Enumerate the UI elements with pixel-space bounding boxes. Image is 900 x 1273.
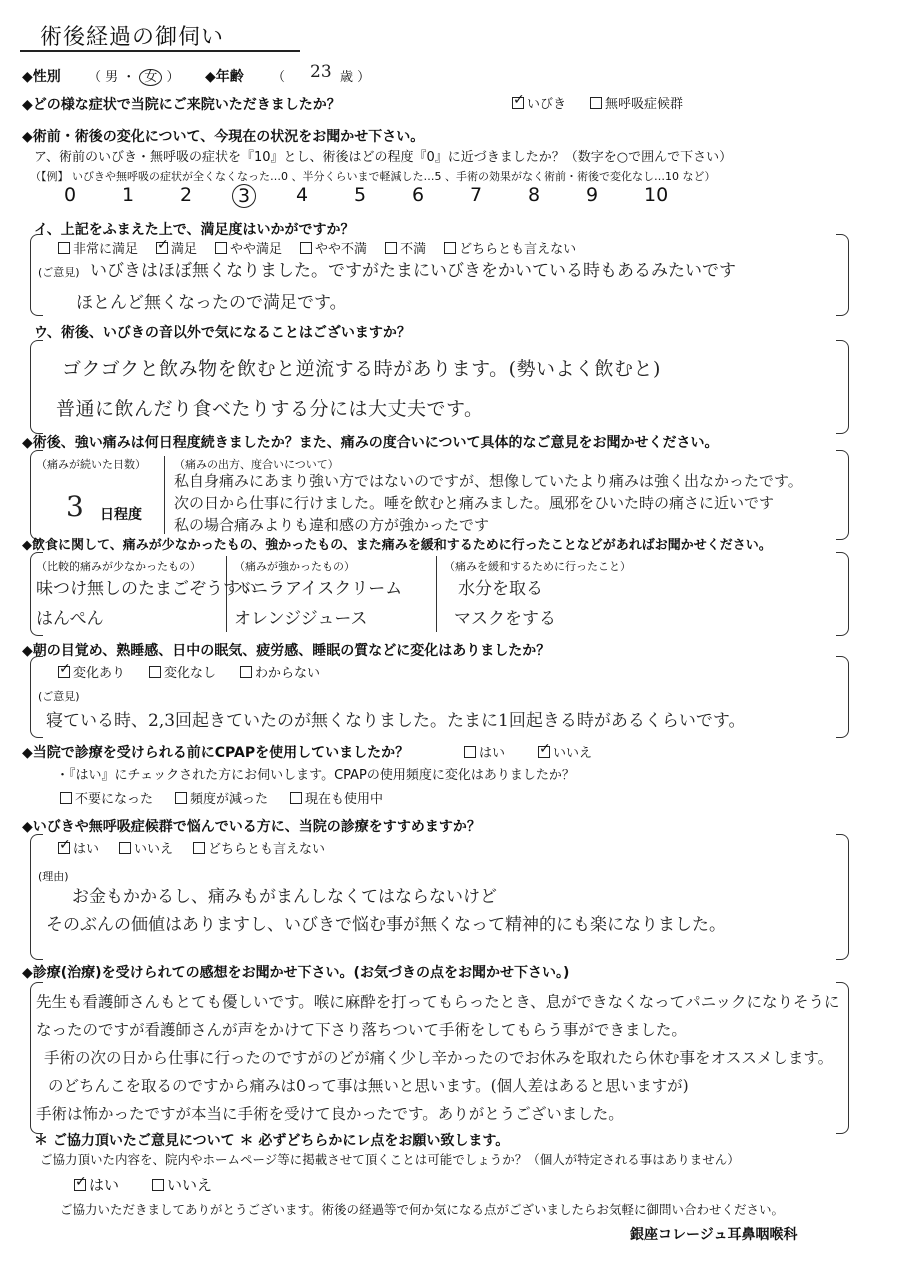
checkbox-icon	[193, 842, 205, 854]
col2-answer-2: オレンジジュース	[234, 609, 368, 629]
title-underline	[20, 50, 300, 52]
checkbox-icon	[74, 1179, 86, 1191]
footer-opt-no[interactable]: いいえ	[152, 1174, 212, 1195]
q5-text: ◆術後、強い痛みは何日程度続きましたか？また、痛みの度合いについて具体的なご意見をお聞かせください。	[22, 435, 719, 451]
q3-option[interactable]	[385, 242, 426, 257]
scale-row	[64, 184, 704, 212]
q9-option[interactable]	[58, 842, 99, 857]
checkbox-icon	[215, 242, 227, 254]
gender-label: ◆性別	[22, 69, 61, 85]
q3-text: イ、上記をふまえた上で、満足度はいかがですか？	[34, 222, 355, 238]
q3-option[interactable]	[58, 242, 138, 257]
q4-answer-1: ゴクゴクと飲み物を飲むと逆流する時があります。(勢いよく飲むと)	[62, 358, 661, 380]
scale-option-3[interactable]: 3	[232, 184, 256, 208]
col3-answer-1: 水分を取る	[458, 579, 543, 599]
q6-text: ◆飲食に関して、痛みが少なかったもの、強かったもの、また痛みを緩和するために行ったことなどがあればお聞かせください。	[22, 538, 772, 553]
checkbox-icon	[175, 792, 187, 804]
checkbox-icon	[240, 666, 252, 678]
checkbox-icon	[149, 666, 161, 678]
scale-option-2[interactable]: 2	[180, 184, 193, 206]
checkbox-icon	[538, 746, 550, 758]
bracket-right	[836, 450, 849, 540]
col1-label: （比較的痛みが少なかったもの）	[36, 560, 201, 573]
q8-option[interactable]	[290, 792, 383, 807]
opinion-label: (ご意見)	[38, 266, 80, 279]
q3-option-label: 満足	[171, 242, 198, 257]
q4-text: ウ、術後、いびきの音以外で気になることはございますか？	[34, 325, 411, 341]
q3-option-label: 不満	[400, 242, 427, 257]
q1-opt-apnea[interactable]: 無呼吸症候群	[590, 93, 683, 112]
q4-answer-2: 普通に飲んだり食べたりする分には大丈夫です。	[56, 398, 484, 420]
checkbox-icon	[512, 97, 524, 109]
footer-note-2: ご協力頂いた内容を、院内やホームページ等に掲載させて頂くことは可能でしょうか？（個人が特定される事はありません）	[40, 1152, 740, 1167]
scale-option-5[interactable]: 5	[354, 184, 367, 206]
q2-a-text: ア、術前のいびき・無呼吸の症状を『10』とし、術後はどの程度『0』に近づきましたか？（数字を○で囲んで下さい）	[34, 150, 733, 165]
checkbox-icon	[444, 242, 456, 254]
q8-option-label: 頻度が減った	[190, 792, 269, 807]
q1-text: ◆どの様な症状で当院にご来院いただきましたか？	[22, 97, 341, 113]
q9-option-label: はい	[73, 842, 100, 857]
col2-label: （痛みが強かったもの）	[234, 560, 355, 573]
col3-label: （痛みを緩和するために行ったこと）	[444, 560, 631, 573]
q9-option-label: どちらとも言えない	[208, 842, 326, 857]
col1-answer-2: はんぺん	[36, 609, 104, 629]
q8-option[interactable]	[175, 792, 268, 807]
q10-answer-3: 手術の次の日から仕事に行ったのですがのどが痛く少し辛かったのでお休みを取れたら休む事をオススメします。	[44, 1049, 834, 1067]
age-unit: 歳 ）	[340, 70, 371, 85]
q8-text: ◆当院で診療を受けられる前にCPAPを使用していましたか？	[22, 745, 410, 761]
gender-selected: 女	[139, 69, 162, 86]
checkbox-icon	[119, 842, 131, 854]
q10-text: ◆診療(治療)を受けられての感想をお聞かせ下さい。(お気づきの点をお聞かせ下さい。)	[22, 965, 570, 981]
q7-answer: 寝ている時、2,3回起きていたのが無くなりました。たまに1回起きる時があるくらいです。	[46, 711, 746, 731]
q3-option-label: やや不満	[315, 242, 368, 257]
bracket-right	[836, 552, 849, 636]
q10-answer-4: のどちんこを取るのですから痛みは0って事は無いと思います。(個人差はあると思いますが)	[48, 1077, 689, 1095]
checkbox-icon	[156, 242, 168, 254]
days-label: （痛みが続いた日数）	[36, 458, 146, 471]
q8-option-label: 現在も使用中	[305, 792, 384, 807]
scale-option-0[interactable]: 0	[64, 184, 77, 206]
q3-answer-1: いびきはほぼ無くなりました。ですがたまにいびきをかいている時もあるみたいです	[90, 261, 736, 281]
scale-option-10[interactable]: 10	[644, 184, 669, 206]
q7-option-label: 変化なし	[164, 666, 217, 681]
q7-option-label: 変化あり	[73, 666, 126, 681]
q9-option[interactable]	[193, 842, 325, 857]
age-label: ◆年齢	[205, 69, 244, 85]
q9-option-label: いいえ	[134, 842, 174, 857]
q3-option[interactable]	[300, 242, 367, 257]
q7-option-label: わからない	[255, 666, 321, 681]
checkbox-icon	[385, 242, 397, 254]
bracket-right	[836, 340, 849, 434]
scale-option-8[interactable]: 8	[528, 184, 541, 206]
q5-answer-2: 次の日から仕事に行けました。唾を飲むと痛みました。風邪をひいた時の痛さに近いです	[174, 494, 775, 512]
q9-option[interactable]	[119, 842, 173, 857]
bracket-left	[30, 340, 43, 434]
scale-option-4[interactable]: 4	[296, 184, 309, 206]
q10-answer-5: 手術は怖かったですが本当に手術を受けて良かったです。ありがとうございました。	[36, 1105, 624, 1123]
q3-option-label: 非常に満足	[73, 242, 139, 257]
q9-text: ◆いびきや無呼吸症候群で悩んでいる方に、当院の診療をすすめますか？	[22, 819, 481, 835]
q8-option[interactable]	[60, 792, 153, 807]
checkbox-icon	[590, 97, 602, 109]
q7-option[interactable]	[58, 666, 125, 681]
q3-option-label: やや満足	[230, 242, 283, 257]
checkbox-icon	[58, 842, 70, 854]
footer-opt-yes[interactable]: ✓はい	[74, 1174, 119, 1195]
q9-answer-1: お金もかかるし、痛みもがまんしなくてはならないけど	[72, 887, 497, 907]
age-value[interactable]: 23	[310, 62, 332, 82]
detail-label: （痛みの出方、度合いについて）	[174, 458, 339, 471]
opinion-label: (ご意見)	[38, 690, 80, 703]
col1-answer-1: 味つけ無しのたまごぞうすい	[36, 579, 257, 599]
q3-option[interactable]	[444, 242, 576, 257]
q3-option[interactable]	[156, 242, 197, 257]
q9-answer-2: そのぶんの価値はありますし、いびきで悩む事が無くなって精神的にも楽になりました。	[46, 915, 726, 935]
q3-option[interactable]	[215, 242, 282, 257]
scale-option-9[interactable]: 9	[586, 184, 599, 206]
days-value[interactable]: 3	[66, 490, 85, 523]
col3-answer-2: マスクをする	[454, 609, 556, 629]
col2-answer-1: バニラアイスクリーム	[234, 579, 403, 599]
divider	[436, 556, 437, 632]
checkbox-icon	[464, 746, 476, 758]
page-title: 術後経過の御伺い	[40, 25, 225, 50]
q7-options	[58, 662, 344, 681]
q1-opt-snoring[interactable]: ✓ いびき	[512, 93, 566, 112]
q8-opt-no[interactable]: ✓ いいえ	[538, 742, 592, 761]
clinic-name: 銀座コレージュ耳鼻咽喉科	[630, 1227, 798, 1243]
age-open: （	[272, 70, 286, 85]
q10-answer-1: 先生も看護師さんもとても優しいです。喉に麻酔を打ってもらったとき、息ができなくなってパニックになりそうに	[36, 993, 840, 1011]
bracket-right	[836, 234, 849, 316]
reason-label: (理由)	[38, 870, 69, 883]
checkbox-icon	[300, 242, 312, 254]
q8-option-label: 不要になった	[75, 792, 154, 807]
q3-option-label: どちらとも言えない	[459, 242, 577, 257]
q8-sub: ・『はい』にチェックされた方にお伺いします。CPAPの使用頻度に変化はありましたか？	[56, 768, 575, 783]
q7-text: ◆朝の目覚め、熟睡感、日中の眠気、疲労感、睡眠の質などに変化はありましたか？	[22, 643, 551, 659]
scale-option-6[interactable]: 6	[412, 184, 425, 206]
scale-option-7[interactable]: 7	[470, 184, 483, 206]
bracket-right	[836, 656, 849, 738]
q8-sub-options	[60, 788, 405, 807]
checkbox-icon	[58, 242, 70, 254]
q7-option[interactable]	[149, 666, 216, 681]
bracket-left	[30, 834, 43, 960]
checkbox-icon	[58, 666, 70, 678]
divider	[164, 456, 165, 534]
scale-option-1[interactable]: 1	[122, 184, 135, 206]
gender-options[interactable]: （ 男 ・ 女 ）	[88, 70, 180, 85]
q9-options	[58, 838, 345, 857]
checkbox-icon	[290, 792, 302, 804]
checkbox-icon	[152, 1179, 164, 1191]
days-unit: 日程度	[100, 507, 142, 523]
checkbox-icon	[60, 792, 72, 804]
footer-note-1: ＊ ご協力頂いたご意見について ＊ 必ずどちらかにレ点をお願い致します。	[34, 1133, 510, 1149]
q8-opt-yes[interactable]: はい	[464, 742, 505, 761]
q5-answer-1: 私自身痛みにあまり強い方ではないのですが、想像していたより痛みは強く出なかったです。	[174, 472, 803, 490]
footer-thanks: ご協力いただきましてありがとうございます。術後の経過等で何か気になる点がございましたらお気軽に御問い合わせください。	[60, 1202, 785, 1217]
q2-text: ◆術前・術後の変化について、今現在の状況をお聞かせ下さい。	[22, 129, 425, 145]
q10-answer-2: なったのですが看護師さんが声をかけて下さり落ちついて手術をしてもらう事ができました。	[36, 1021, 687, 1039]
q5-answer-3: 私の場合痛みよりも違和感の方が強かったです	[174, 516, 490, 534]
q3-answer-2: ほとんど無くなったので満足です。	[76, 293, 347, 313]
bracket-right	[836, 834, 849, 960]
q3-options	[58, 238, 594, 257]
q7-option[interactable]	[240, 666, 320, 681]
q2-example: （【例】 いびきや無呼吸の症状が全くなくなった…0 、半分くらいまで軽減した…5 、手術の効果がなく術前・術後で変化なし…10 など）	[30, 170, 716, 183]
